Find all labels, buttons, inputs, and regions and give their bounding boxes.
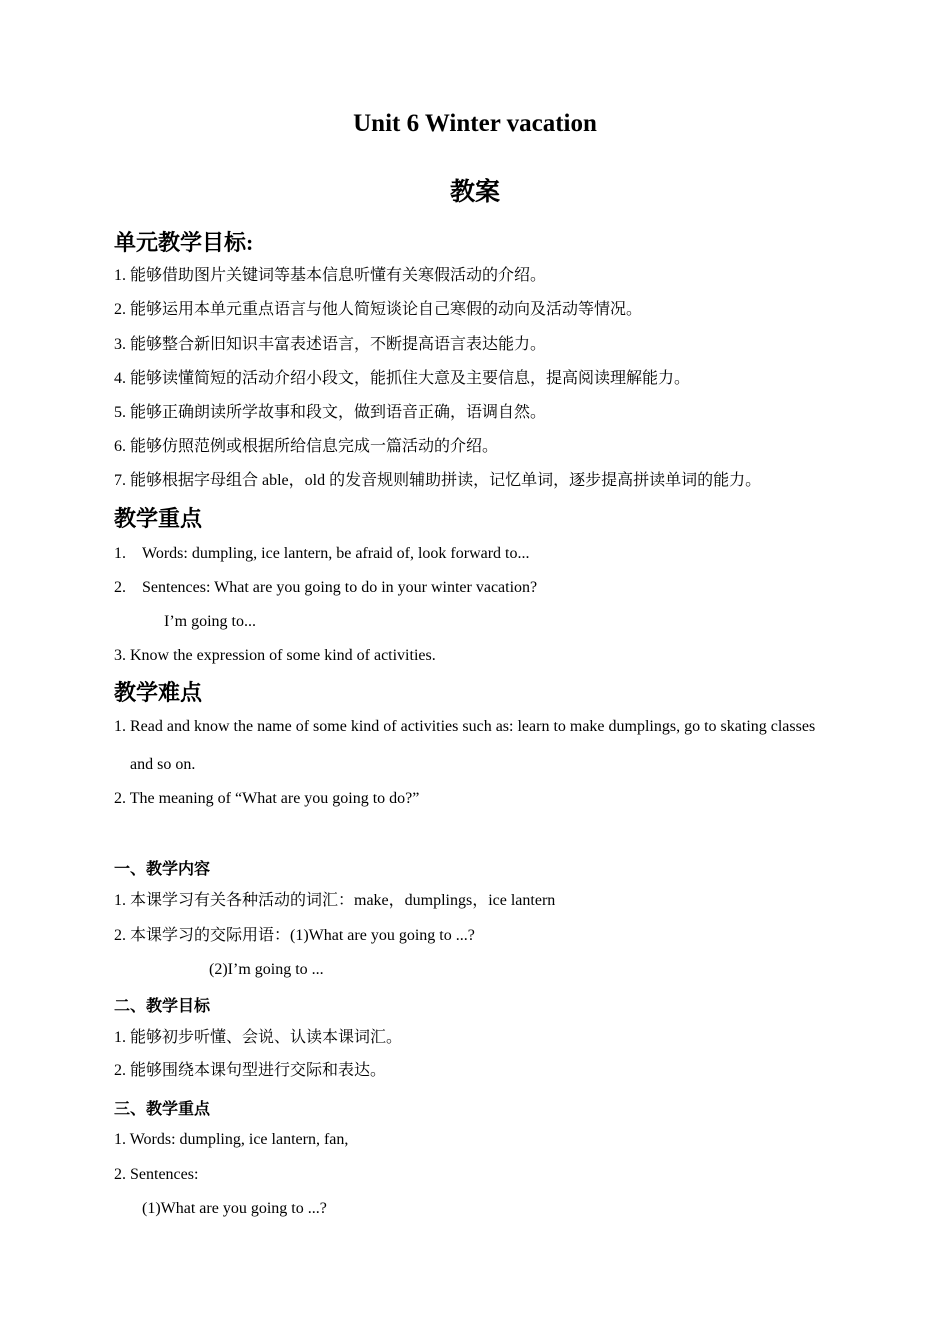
difficulties-heading: 教学难点 [114,680,203,705]
goal-item: 2. 能够围绕本课句型进行交际和表达。 [114,1062,387,1079]
unit-goal-item: 4. 能够读懂简短的活动介绍小段文，能抓住大意及主要信息，提高阅读理解能力。 [114,370,691,387]
content-item: 2. 本课学习的交际用语：(1)What are you going to ...? [114,927,475,944]
key-point-continuation: I’m going to... [164,613,256,630]
unit-goal-item: 7. 能够根据字母组合 able，old 的发音规则辅助拼读，记忆单词，逐步提高拼读单词的能力。 [114,472,762,489]
content-item-continuation: (2)I’m going to ... [209,961,324,978]
unit-goals-heading: 单元教学目标: [114,230,254,255]
key-point-item: 3. Know the expression of some kind of activities. [114,647,436,664]
unit-goal-item: 2. 能够运用本单元重点语言与他人简短谈论自己寒假的动向及活动等情况。 [114,301,643,318]
key-point-number: 2. [114,579,126,596]
unit-goal-item: 5. 能够正确朗读所学故事和段文，做到语音正确，语调自然。 [114,404,547,421]
goal-item: 1. 能够初步听懂、会说、认读本课词汇。 [114,1029,403,1046]
unit-goal-item: 1. 能够借助图片关键词等基本信息听懂有关寒假活动的介绍。 [114,267,547,284]
section-key-points-heading: 三、教学重点 [114,1101,211,1118]
unit-goal-item: 3. 能够整合新旧知识丰富表述语言，不断提高语言表达能力。 [114,336,547,353]
key-point-item: Sentences: What are you going to do in your winter vacation? [142,579,538,596]
key-point-item: Words: dumpling, ice lantern, be afraid of, look forward to... [142,545,530,562]
content-item: 1. 本课学习有关各种活动的词汇：make，dumplings，ice lantern [114,892,556,909]
document-title: Unit 6 Winter vacation [353,110,597,137]
unit-goal-item: 6. 能够仿照范例或根据所给信息完成一篇活动的介绍。 [114,438,499,455]
key-point-item: 2. Sentences: [114,1166,199,1183]
key-points-heading: 教学重点 [114,506,203,531]
document-subtitle: 教案 [449,179,500,206]
section-goals-heading: 二、教学目标 [114,998,211,1015]
key-point-number: 1. [114,545,126,562]
difficulty-item-continuation: and so on. [130,756,196,773]
key-point-subitem: (1)What are you going to ...? [142,1200,327,1217]
difficulty-item: 1. Read and know the name of some kind of activities such as: learn to make dumplings, go to skating classes [114,718,816,735]
key-point-item: 1. Words: dumpling, ice lantern, fan, [114,1131,349,1148]
difficulty-item: 2. The meaning of “What are you going to do?” [114,790,420,807]
section-content-heading: 一、教学内容 [114,861,211,878]
